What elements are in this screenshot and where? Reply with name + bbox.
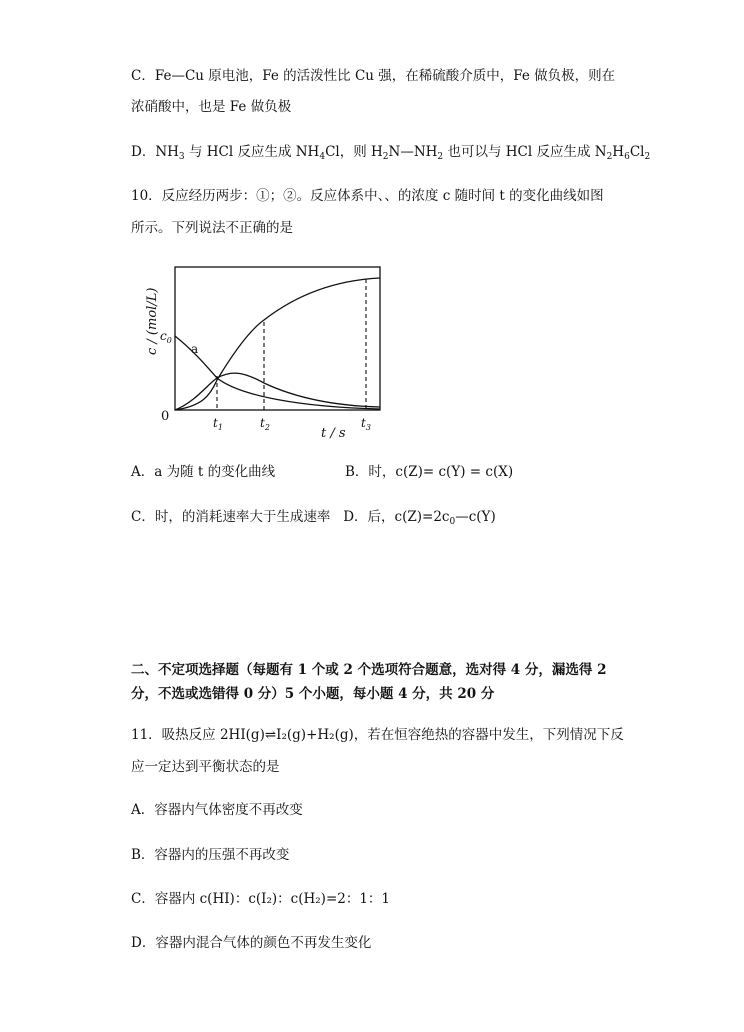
t1-label: $t_1$	[213, 416, 223, 432]
t3-label: $t_3$	[361, 416, 371, 432]
q11-option-c: C．容器内 c(HI)：c(I₂)：c(H₂)=2：1：1	[131, 891, 391, 907]
q11-stem-line2: 应一定达到平衡状态的是	[131, 759, 280, 775]
q11-option-d: D．容器内混合气体的颜色不再发生变化	[131, 935, 372, 951]
q10-stem-line2: 所示。下列说法不正确的是	[131, 220, 293, 236]
q10-option-b: B．时，c(Z)= c(Y) = c(X)	[345, 464, 514, 480]
q11-option-b: B．容器内的压强不再改变	[131, 847, 290, 863]
q11-option-a: A．容器内气体密度不再改变	[131, 802, 303, 818]
q10-option-d: D．后，$c(Z)=2c_0—c(Y)$	[343, 509, 496, 527]
curve-intermediate	[175, 373, 380, 410]
option-c-line1: C．Fe—Cu 原电池，Fe 的活泼性比 Cu 强，在稀硫酸介质中，Fe 做负极，则在	[131, 68, 616, 84]
q10-stem-line1: 10．反应经历两步：①；②。反应体系中、、的浓度 c 随时间 t 的变化曲线如图	[131, 188, 604, 204]
q10-option-c: C．时，的消耗速率大于生成速率	[131, 509, 331, 525]
curve-product	[175, 278, 380, 410]
section2-heading-line1: 二、不定项选择题（每题有 1 个或 2 个选项符合题意，选对得 4 分，漏选得 2	[131, 662, 607, 678]
option-c-line2: 浓硝酸中，也是 Fe 做负极	[131, 99, 292, 115]
q11-stem-line1: 11．吸热反应 2HI(g)⇌I₂(g)+H₂(g)，若在恒容绝热的容器中发生，下列情况下反	[131, 727, 624, 743]
origin-label: 0	[161, 409, 170, 424]
c0-label: $c_0$	[160, 329, 172, 345]
y-axis-label: c / (mol/L)	[145, 287, 160, 355]
x-axis-label: t / s	[321, 426, 346, 440]
option-d: D．$NH_3$ 与 HCl 反应生成 $NH_4Cl$，则 $H_2N—NH_2$ 也可以与 HCl 反应生成 $N_2H_6Cl_2$	[131, 144, 651, 162]
section2-heading-line2: 分，不选或选错得 0 分）5 个小题，每小题 4 分，共 20 分	[131, 686, 495, 702]
curve-a-label: a	[191, 342, 199, 356]
q10-option-c-d	[131, 507, 496, 527]
concentration-time-graph	[140, 260, 400, 440]
q10-option-a: A．a 为随 t 的变化曲线	[131, 464, 276, 480]
t2-label: $t_2$	[260, 416, 270, 432]
